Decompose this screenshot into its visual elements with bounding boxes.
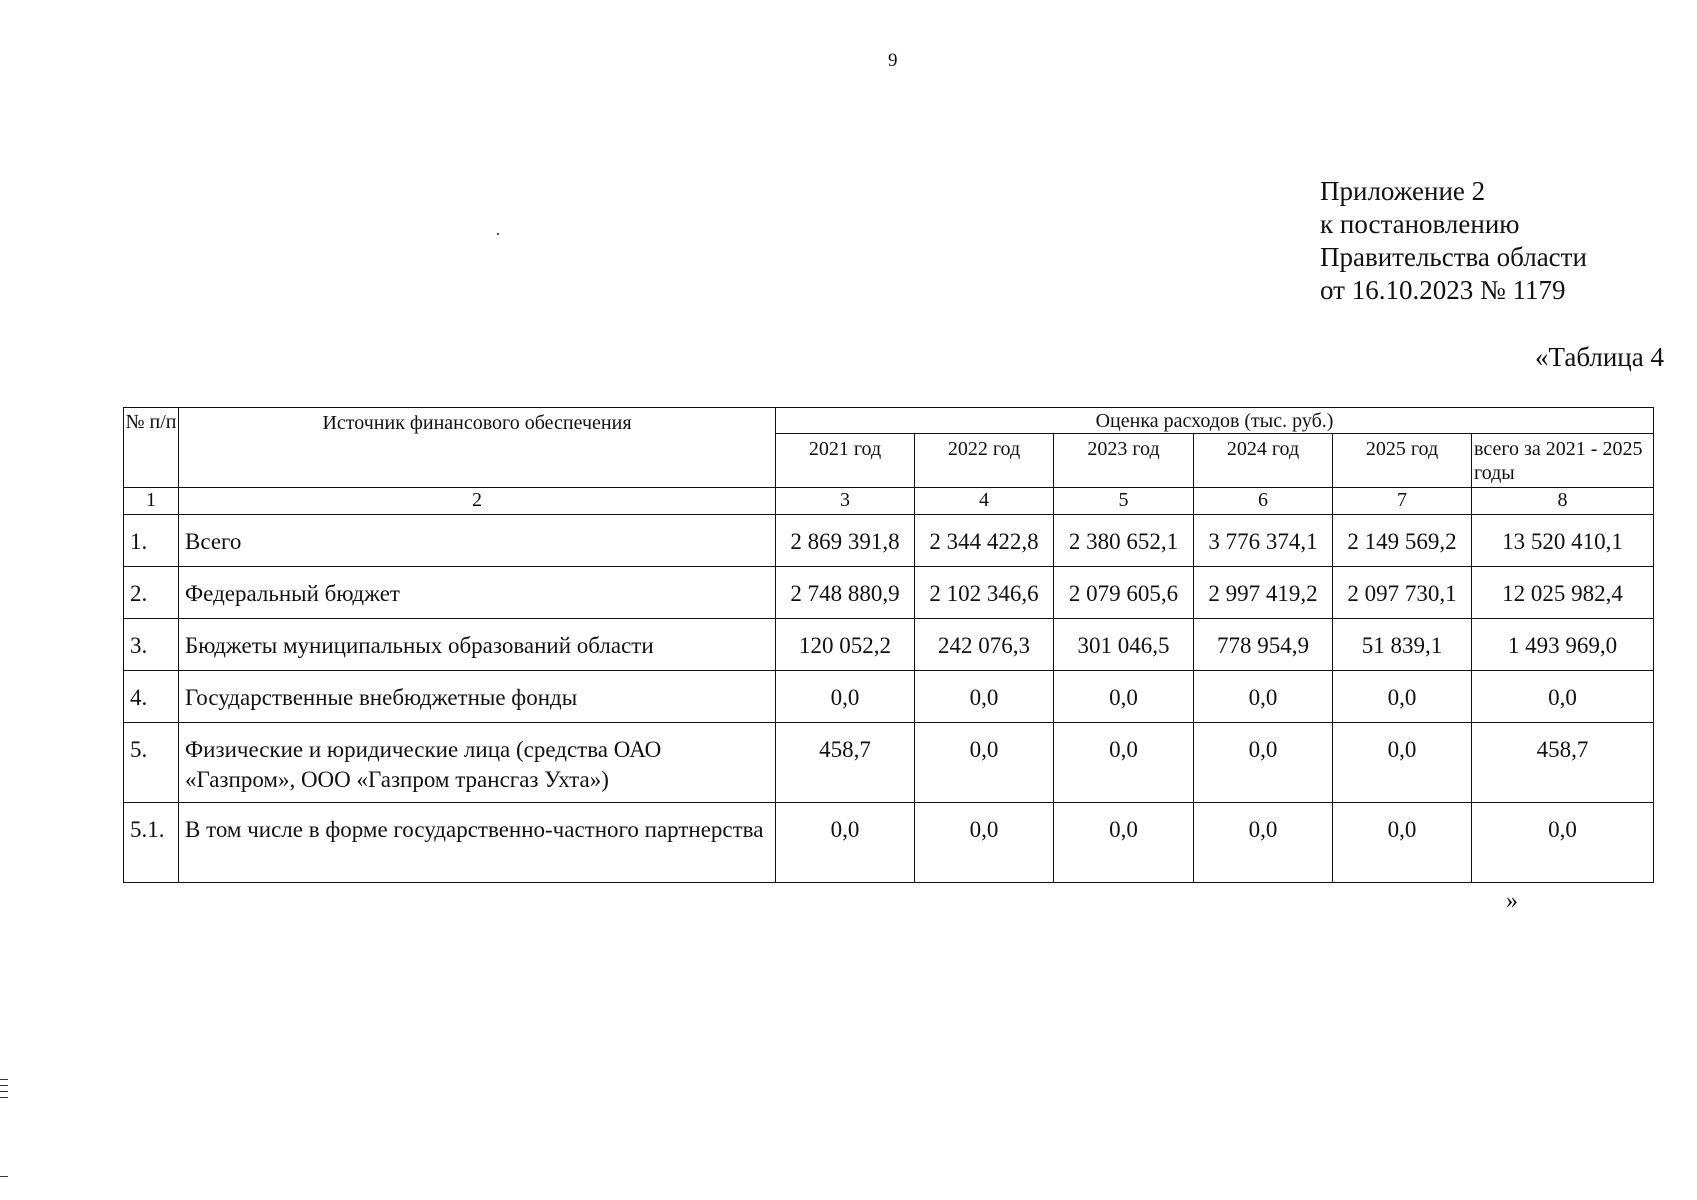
row-value-2022: 0,0 [915,803,1054,883]
row-source: Физические и юридические лица (средства ОАО «Газпром», ООО «Газпром трансгаз Ухта») [179,723,776,803]
column-number-row [124,488,1654,515]
row-source: Государственные внебюджетные фонды [179,671,776,723]
row-value-2024: 0,0 [1194,803,1333,883]
header-year-2024: 2024 год [1194,434,1333,488]
col-number-4: 4 [915,488,1054,515]
table-caption: «Таблица 4 [1535,342,1664,372]
col-number-1: 1 [124,488,179,515]
col-number-2: 2 [179,488,776,515]
binding-mark [0,1085,8,1086]
col-number-3: 3 [776,488,915,515]
binding-mark [0,1079,8,1080]
row-value-2025: 0,0 [1333,723,1472,803]
row-value-total: 12 025 982,4 [1472,567,1654,619]
header-year-2022: 2022 год [915,434,1054,488]
col-number-6: 6 [1194,488,1333,515]
header-source: Источник финансового обеспечения [179,408,776,488]
row-num: 5. [124,723,179,803]
row-value-2022: 0,0 [915,723,1054,803]
row-value-2024: 0,0 [1194,671,1333,723]
row-value-2025: 2 097 730,1 [1333,567,1472,619]
row-value-total: 0,0 [1472,671,1654,723]
binding-mark [0,1097,8,1098]
table-row [124,619,1654,671]
appendix-to-resolution: к постановлению [1320,209,1520,239]
row-value-2025: 2 149 569,2 [1333,515,1472,567]
appendix-date-number: от 16.10.2023 № 1179 [1320,275,1566,305]
page-number: 9 [888,50,898,71]
row-value-2022: 2 344 422,8 [915,515,1054,567]
row-value-2021: 458,7 [776,723,915,803]
row-value-2023: 2 079 605,6 [1054,567,1194,619]
appendix-title: Приложение 2 [1320,176,1486,206]
row-value-2022: 242 076,3 [915,619,1054,671]
scan-speck [497,233,499,235]
col-number-7: 7 [1333,488,1472,515]
row-value-total: 1 493 969,0 [1472,619,1654,671]
appendix-government: Правительства области [1320,242,1587,272]
row-value-2021: 2 869 391,8 [776,515,915,567]
table-row [124,671,1654,723]
row-value-2023: 301 046,5 [1054,619,1194,671]
row-value-2022: 2 102 346,6 [915,567,1054,619]
closing-quote: » [1506,888,1518,914]
header-year-2025: 2025 год [1333,434,1472,488]
table-row [124,803,1654,883]
col-number-5: 5 [1054,488,1194,515]
header-year-2023: 2023 год [1054,434,1194,488]
table-row [124,567,1654,619]
row-value-2021: 0,0 [776,803,915,883]
row-source: Федеральный бюджет [179,567,776,619]
col-number-8: 8 [1472,488,1654,515]
row-source: Бюджеты муниципальных образований области [179,619,776,671]
row-value-2023: 0,0 [1054,671,1194,723]
row-value-2024: 3 776 374,1 [1194,515,1333,567]
table-row [124,723,1654,803]
header-num: № п/п [124,408,179,488]
row-source: В том числе в форме государственно-частного партнерства [179,803,776,883]
row-num: 2. [124,567,179,619]
row-value-2023: 0,0 [1054,723,1194,803]
row-value-2025: 0,0 [1333,671,1472,723]
table-row [124,515,1654,567]
header-year-2021: 2021 год [776,434,915,488]
row-source: Всего [179,515,776,567]
row-value-2025: 0,0 [1333,803,1472,883]
row-value-2024: 0,0 [1194,723,1333,803]
row-num: 5.1. [124,803,179,883]
row-value-2022: 0,0 [915,671,1054,723]
row-value-2025: 51 839,1 [1333,619,1472,671]
header-estimate: Оценка расходов (тыс. руб.) [776,408,1654,434]
row-num: 1. [124,515,179,567]
header-total: всего за 2021 - 2025 годы [1472,434,1654,488]
row-num: 3. [124,619,179,671]
row-value-2024: 778 954,9 [1194,619,1333,671]
row-value-2021: 0,0 [776,671,915,723]
row-value-2023: 0,0 [1054,803,1194,883]
row-value-2021: 2 748 880,9 [776,567,915,619]
row-value-total: 458,7 [1472,723,1654,803]
binding-mark [0,1176,8,1177]
row-num: 4. [124,671,179,723]
row-value-total: 13 520 410,1 [1472,515,1654,567]
financing-table [123,407,1654,883]
header-row-1 [124,408,1654,434]
binding-mark [0,1091,8,1092]
row-value-total: 0,0 [1472,803,1654,883]
appendix-reference [1320,175,1587,307]
row-value-2024: 2 997 419,2 [1194,567,1333,619]
row-value-2023: 2 380 652,1 [1054,515,1194,567]
row-value-2021: 120 052,2 [776,619,915,671]
